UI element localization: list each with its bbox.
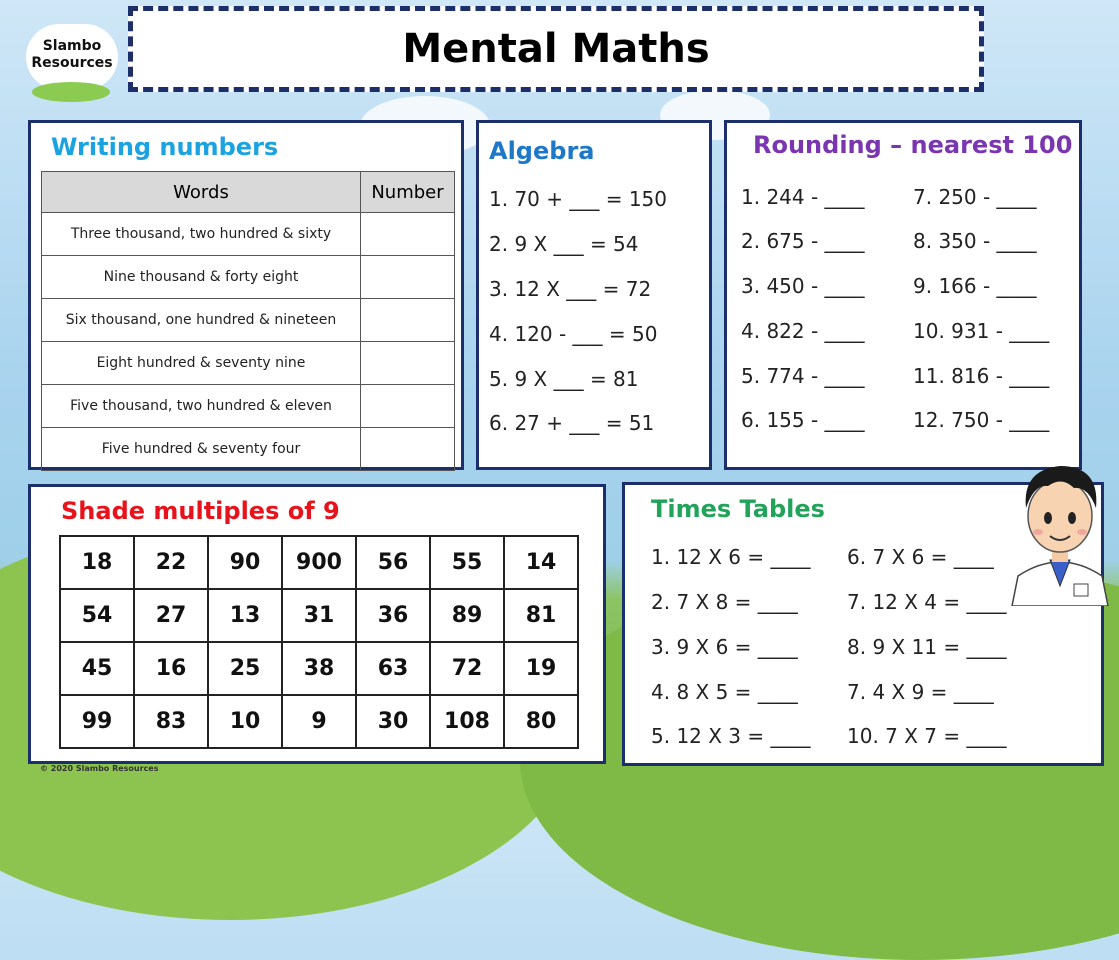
grid-cell[interactable]: 55 — [430, 536, 504, 589]
number-answer-cell[interactable] — [361, 342, 455, 385]
table-row — [42, 256, 455, 299]
words-cell: Five hundred & seventy four — [42, 428, 361, 471]
grid-cell[interactable]: 31 — [282, 589, 356, 642]
number-column-header: Number — [361, 172, 455, 213]
algebra-panel — [476, 120, 712, 470]
grid-row — [60, 642, 578, 695]
words-cell: Three thousand, two hundred & sixty — [42, 213, 361, 256]
table-row — [42, 428, 455, 471]
grid-row — [60, 536, 578, 589]
times-question: 4. 8 X 5 = ____ — [651, 680, 798, 704]
writing-numbers-panel — [28, 120, 464, 470]
title-banner — [128, 6, 984, 92]
grid-cell[interactable]: 54 — [60, 589, 134, 642]
page-title: Mental Maths — [402, 26, 710, 72]
times-question: 1. 12 X 6 = ____ — [651, 545, 811, 569]
shade-multiples-panel — [28, 484, 606, 764]
times-question: 5. 12 X 3 = ____ — [651, 724, 811, 748]
number-answer-cell[interactable] — [361, 256, 455, 299]
grid-cell[interactable]: 25 — [208, 642, 282, 695]
grid-cell[interactable]: 9 — [282, 695, 356, 748]
words-cell: Eight hundred & seventy nine — [42, 342, 361, 385]
grid-cell[interactable]: 99 — [60, 695, 134, 748]
algebra-question: 2. 9 X ___ = 54 — [489, 232, 639, 256]
number-answer-cell[interactable] — [361, 299, 455, 342]
grid-cell[interactable]: 45 — [60, 642, 134, 695]
algebra-question: 1. 70 + ___ = 150 — [489, 187, 668, 211]
grid-cell[interactable]: 80 — [504, 695, 578, 748]
grid-cell[interactable]: 72 — [430, 642, 504, 695]
grid-cell[interactable]: 10 — [208, 695, 282, 748]
times-question: 6. 7 X 6 = ____ — [847, 545, 994, 569]
algebra-question: 5. 9 X ___ = 81 — [489, 367, 639, 391]
grid-cell[interactable]: 900 — [282, 536, 356, 589]
rounding-question: 11. 816 - ____ — [913, 364, 1050, 388]
grid-cell[interactable]: 13 — [208, 589, 282, 642]
number-answer-cell[interactable] — [361, 428, 455, 471]
grid-cell[interactable]: 36 — [356, 589, 430, 642]
grid-cell[interactable]: 81 — [504, 589, 578, 642]
grid-cell[interactable]: 83 — [134, 695, 208, 748]
grid-cell[interactable]: 18 — [60, 536, 134, 589]
grid-cell[interactable]: 27 — [134, 589, 208, 642]
times-question: 7. 4 X 9 = ____ — [847, 680, 994, 704]
writing-numbers-title: Writing numbers — [51, 133, 279, 161]
table-row — [42, 299, 455, 342]
times-tables-title: Times Tables — [651, 495, 825, 523]
grid-cell[interactable]: 16 — [134, 642, 208, 695]
rounding-question: 2. 675 - ____ — [741, 229, 865, 253]
logo-grass-shape — [32, 82, 110, 102]
rounding-panel — [724, 120, 1082, 470]
rounding-question: 1. 244 - ____ — [741, 185, 865, 209]
grid-cell[interactable]: 89 — [430, 589, 504, 642]
rounding-question: 6. 155 - ____ — [741, 408, 865, 432]
grid-row — [60, 695, 578, 748]
slambo-logo — [22, 18, 122, 108]
rounding-question: 5. 774 - ____ — [741, 364, 865, 388]
number-answer-cell[interactable] — [361, 213, 455, 256]
logo-text — [22, 38, 122, 72]
words-cell: Five thousand, two hundred & eleven — [42, 385, 361, 428]
words-cell: Six thousand, one hundred & nineteen — [42, 299, 361, 342]
grid-cell[interactable]: 90 — [208, 536, 282, 589]
algebra-title: Algebra — [489, 137, 595, 165]
words-column-header: Words — [42, 172, 361, 213]
table-row — [42, 385, 455, 428]
number-grid — [59, 535, 579, 749]
grid-cell[interactable]: 19 — [504, 642, 578, 695]
algebra-question: 6. 27 + ___ = 51 — [489, 411, 655, 435]
table-header-row — [42, 172, 455, 213]
times-question: 2. 7 X 8 = ____ — [651, 590, 798, 614]
rounding-question: 10. 931 - ____ — [913, 319, 1050, 343]
rounding-question: 9. 166 - ____ — [913, 274, 1037, 298]
times-question: 7. 12 X 4 = ____ — [847, 590, 1007, 614]
grid-cell[interactable]: 30 — [356, 695, 430, 748]
shade-multiples-title: Shade multiples of 9 — [61, 497, 340, 525]
scientist-illustration — [1008, 456, 1112, 606]
rounding-question: 3. 450 - ____ — [741, 274, 865, 298]
rounding-question: 7. 250 - ____ — [913, 185, 1037, 209]
table-row — [42, 213, 455, 256]
table-row — [42, 342, 455, 385]
copyright-text: © 2020 Slambo Resources — [40, 764, 159, 773]
grid-cell[interactable]: 38 — [282, 642, 356, 695]
grid-cell[interactable]: 56 — [356, 536, 430, 589]
grid-cell[interactable]: 108 — [430, 695, 504, 748]
times-question: 3. 9 X 6 = ____ — [651, 635, 798, 659]
times-question: 10. 7 X 7 = ____ — [847, 724, 1007, 748]
rounding-question: 12. 750 - ____ — [913, 408, 1050, 432]
logo-line1: Slambo — [42, 38, 102, 54]
grid-cell[interactable]: 63 — [356, 642, 430, 695]
rounding-question: 4. 822 - ____ — [741, 319, 865, 343]
algebra-question: 3. 12 X ___ = 72 — [489, 277, 652, 301]
logo-line2: Resources — [31, 55, 113, 71]
grid-cell[interactable]: 22 — [134, 536, 208, 589]
words-cell: Nine thousand & forty eight — [42, 256, 361, 299]
times-question: 8. 9 X 11 = ____ — [847, 635, 1007, 659]
grid-cell[interactable]: 14 — [504, 536, 578, 589]
algebra-question: 4. 120 - ___ = 50 — [489, 322, 658, 346]
rounding-question: 8. 350 - ____ — [913, 229, 1037, 253]
grid-row — [60, 589, 578, 642]
rounding-title: Rounding – nearest 100 — [753, 131, 1073, 159]
number-answer-cell[interactable] — [361, 385, 455, 428]
writing-numbers-table — [41, 171, 455, 471]
